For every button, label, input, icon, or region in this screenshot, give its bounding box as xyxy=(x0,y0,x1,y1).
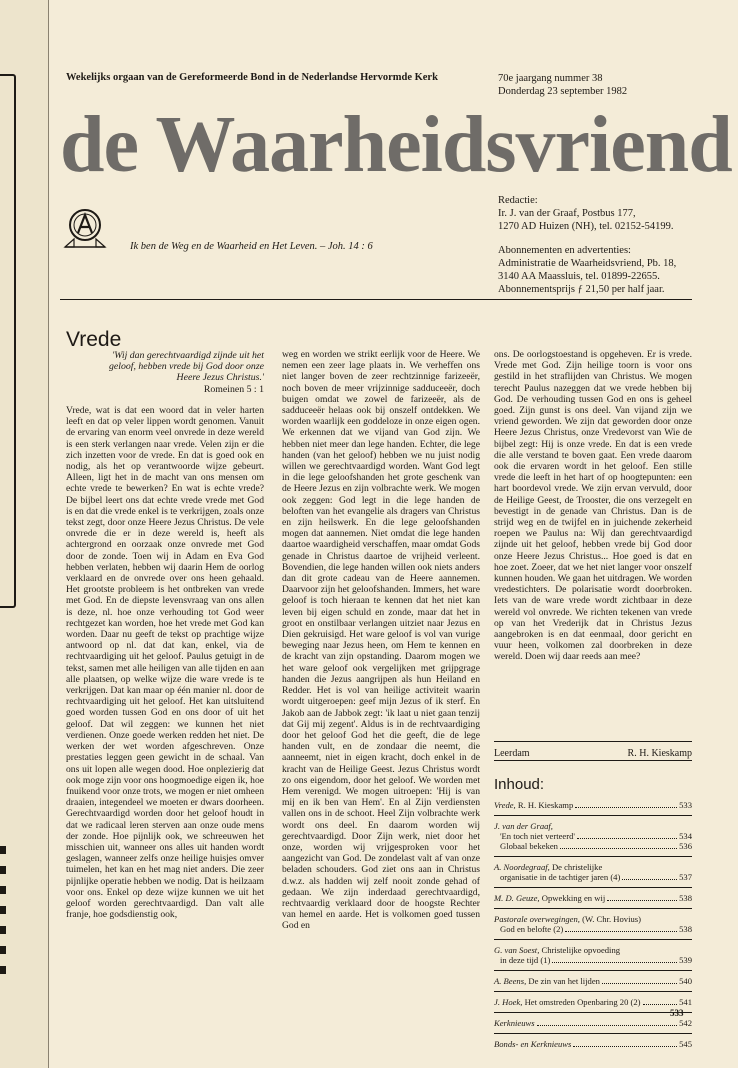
toc-page: 538 xyxy=(679,893,692,903)
toc-page: 536 xyxy=(679,841,692,851)
binding-mark xyxy=(0,926,6,934)
binding-mark xyxy=(0,846,6,854)
abonnementen-contact: 3140 AA Maassluis, tel. 01899-22655. xyxy=(498,271,660,282)
signature-place: Leerdam xyxy=(494,748,530,759)
redactie-address: Ir. J. van der Graaf, Postbus 177, xyxy=(498,208,636,219)
masthead-title: de Waarheidsvriend xyxy=(60,101,732,189)
toc-entry[interactable] xyxy=(494,1033,692,1054)
masthead-organ: Wekelijks orgaan van de Gereformeerde Bond in de Nederlandse Hervormde Kerk xyxy=(66,72,438,83)
toc-entry[interactable] xyxy=(494,856,692,887)
abonnementen-address: Administratie de Waarheidsvriend, Pb. 18, xyxy=(498,258,677,269)
signature-name: R. H. Kieskamp xyxy=(627,748,692,759)
toc-title: 'En toch niet verteerd' xyxy=(500,831,575,841)
article-heading: Vrede xyxy=(66,328,122,351)
article-column-3: ons. De oorlogstoestand is opgeheven. Er is vrede. Vrede met God. Zijn heilige toorn is voor ons gestild in het straflijden van Christus. We mogen terecht Paulus nazeggen dat we vrede hebben bij God. De verhouding tussen God en ons is geheel goed. Zijn gunst is ons deel. Van vijand zijn we vriend geworden. We zijn dat geworden door onze Heere Jezus Christus, onze Vredevorst van Wie de bijbel zegt: Hij is onze vrede. En dat is een vrede die alle verstand te boven gaat. Een vrede daarom ook die ervaren wordt in het geloof. Een stille vrede die leeft in het hart of op hoogtepunten: een hart boordevol vrede. We zijn ervan vervuld, door de Heilige Geest, de Trooster, die ons verzegelt en bevestigt in de genade van Christus. Dan is de strijd weg en de twijfel en in juichende zekerheid roepen we Paulus na: Wij dan gerechtvaardigd zijnde uit het geloof, hebben vrede bij God door onze Heere Jezus Christus... Hoe goed is dat en hoe zoet. Zoeer, dat we het niet langer voor onszelf kunnen houden. We gaan het uitdragen. We worden vredestichters. De polarisatie wordt doorbroken. Iets van de ware vrede wordt zichtbaar in deze wereld vol onvrede. We richten tekenen van vrede op van het Vrederijk dat in Christus Jezus aangebroken is en dat eenmaal, door gericht en vuur heen, volkomen zal doorbreken in deze wereld. Doen wij daar reeds aan mee? xyxy=(494,349,692,663)
toc-title: R. H. Kieskamp xyxy=(517,800,574,810)
page-number: 533 xyxy=(670,1008,684,1018)
toc-title: (W. Chr. Hovius) xyxy=(582,914,641,924)
signature-rule xyxy=(494,760,692,761)
toc-page: 542 xyxy=(679,1018,692,1028)
toc-page: 533 xyxy=(679,800,692,810)
toc-page: 541 xyxy=(679,997,692,1007)
toc-title: Het omstreden Openbaring 20 (2) xyxy=(524,997,641,1007)
toc-title: organisatie in de tachtiger jaren (4) xyxy=(500,872,621,882)
binding-mark xyxy=(0,966,6,974)
toc-entry[interactable] xyxy=(494,795,692,815)
contents-heading: Inhoud: xyxy=(494,776,545,793)
toc-title: Globaal bekeken xyxy=(500,841,558,851)
toc-author: A. Noordegraaf, xyxy=(494,862,550,872)
binding-mark xyxy=(0,886,6,894)
toc-author: G. van Soest, xyxy=(494,945,540,955)
toc-page: 540 xyxy=(679,976,692,986)
binding-bracket xyxy=(0,74,16,608)
toc-entry[interactable] xyxy=(494,970,692,991)
article-column-2: weg en worden we strikt eerlijk voor de Heere. We nemen een zeer lage plaats in. We verheffen ons niet langer boven de zeer rechtzinnige farizeeër, noch boven de meer vrijzinnige sadduceeër, doch buigen omdat we zowel de farizeeër, als de sadduceeër helaas ook bij onszelf ontdekken. We worden waarlijk een goddeloze in onze eigen ogen. We erkennen dat we vijand van God zijn. We hebben niet meer dan lege handen. Echter, die lege handen (van het geloof) hebben we nu juist nodig willen we gerechtvaardigd worden. Want God legt in die lege geloofshanden het grote geschenk van de Heere Jezus en zijn volbrachte werk. We mogen ook zeggen: God legt in die lege handen de beloften van het evangelie als dragers van Christus en zijn heilswerk. En die lege geloofshanden mogen dat aannemen. Niet omdat die lege handen daartoe waardigheid verschaffen, maar omdat Gods genade in Christus daartoe de vrijheid verleent. Bovendien, die lege handen willen ook niets anders dan dit grote cadeau van de Heere aannemen. Daarvoor zijn het geloofshanden. Immers, het ware geloof is toch hieraan te kennen dat het niet kan leven bij eigen schuld en zonde, maar dat het in groot en onstilbaar verlangen uitziet naar Jezus en Dien gekruisigd. Het ware geloof is vol van vurige beweging naar Jezus heen, om Hem te kennen en de kracht van zijn opstanding. Daarom mogen we het ware geloof ook vergelijken met grijpgrage handen die Jezus aangrijpen als hun Heiland en Redder. Het is vol van heilige activiteit waarin wordt uitgeroepen: geef mijn Jezus of ik sterf. En Jakob aan de Jabbok zegt: 'ik laat u niet gaan tenzij dat Gij mij zegent'. Aldus is in de rechtvaardiging door het geloof God het die geeft, die de lege handen vult, en de zondaar die neemt, die aanneemt, niet in eigen kracht, doch enkel in de kracht van de Heilige Geest. Jezus Christus wordt zo ons eigendom, door het geloof. We worden met Hem verenigd. We mogen uitroepen: 'Hij is van mij en ik ben van Hem'. En al Zijn verdiensten vallen ons in de schoot. Heel Zijn volbrachte werk wordt ons deel. En daarom worden wij gerechtvaardigd. Door Zijn werk, niet door het onze, worden wij vrijgesproken voor het aangezicht van God. De zondelast valt af van onze beladen schouders. God ziet ons aan in Christus d.w.z. als hadden wij zelf nooit zonde gehad of gedaan. We zijn inderdaad gerechtvaardigd, rechtvaardig verklaard door de hoogste Rechter van hemel en aarde. Het is volkomen goed tussen God en xyxy=(282,349,481,932)
abonnementen-price: Abonnementsprijs ƒ 21,50 per half jaar. xyxy=(498,284,665,295)
article-column-1: Vrede, wat is dat een woord dat in veler harten leeft en dat op veler lippen wordt genomen. Vanuit de ervaring van enorm veel onvrede in deze wereld is een sterk verlangen naar vrede. Velen zijn er die zich inzetten voor de vrede. En dat is goed ook en nodig, als het op verantwoorde wijze gebeurt. Alleen, ligt het in de macht van ons mensen om echte vrede te bewerken? En wat is echte vrede? De bijbel leert ons dat echte vrede vrede met God is en dat die vrede enkel is te verkrijgen, zoals onze tekst zegt, door onze Heere Jezus Christus. De vele onvrede die er in deze wereld is, heeft als achtergrond en oorzaak onze onvrede met God door de zonde. Toen wij in Adam en Eva God hebben verlaten, hebben wij daarin Hem de oorlog verklaard en de onvrede over ons heen gehaald. Het grootste probleem is het ontbreken van vrede met God. En de diepste levensvraag van ons allen is deze, nl. hoe onze verhouding tot God weer rechtgezet kan worden, hoe het vrede met God kan worden. Daar nu geeft de tekst op prachtige wijze antwoord op nl. dat dat kan, enkel, via de rechtvaardiging uit het geloof. Paulus getuigt in de tekst, samen met alle heiligen van alle tijden en aan alle plaatsen, op welke wijze die ware vrede is te verkrijgen. Dat kan maar op één manier nl. door de rechtvaardiging uit het geloof. Het kan uitsluitend goed worden tussen God en ons door of uit het geloof. Dat wil zeggen: we kunnen het niet verdienen. Onze goede werken redden het niet. De werken der wet worden afgeschreven. Onze prestaties leggen geen gewicht in de schaal. Van ons uit lopen alle wegen dood. Hoe onplezierig dat ook moge zijn voor ons hoogmoedige eigen ik, hoe fnuikend voor onze trots, we mogen er niet omheen draaien, integendeel we moeten er dwars doorheen. Gerechtvaardigd worden door het geloof houdt in dat we radicaal leren sterven aan onze oude mens der zonde. Hoe pijnlijk ook, we schreeuwen het misschien uit, wanneer ons alles uit handen wordt geslagen, wanneer zelfs onze heilige huisjes omver tuimelen, het kan en het mag niet anders. Die zeer pijnlijke operatie hebben we nodig. Dat is heilzaam voor ons. Enkel op deze wijze kunnen we uit het geloof worden gerechtvaardigd. Dan valt alle franje, hoe godsdienstig ook, xyxy=(66,405,264,921)
header-rule xyxy=(60,299,692,300)
table-of-contents xyxy=(494,795,692,1054)
toc-entry[interactable] xyxy=(494,908,692,939)
toc-title: De christelijke xyxy=(551,862,603,872)
abonnementen-label: Abonnementen en advertenties: xyxy=(498,245,631,256)
toc-author: M. D. Geuze, xyxy=(494,893,540,903)
article-epigraph xyxy=(106,350,264,395)
toc-entry[interactable] xyxy=(494,939,692,970)
issue-date: Donderdag 23 september 1982 xyxy=(498,86,628,97)
toc-author: A. Beens, xyxy=(494,976,527,986)
toc-entry[interactable] xyxy=(494,991,692,1012)
epigraph-source: Romeinen 5 : 1 xyxy=(203,383,264,395)
toc-page: 545 xyxy=(679,1039,692,1049)
toc-title: Opwekking en wij xyxy=(541,893,606,903)
masthead-motto: Ik ben de Weg en de Waarheid en Het Leven. – Joh. 14 : 6 xyxy=(130,241,373,252)
article-signature xyxy=(494,741,692,759)
toc-entry[interactable] xyxy=(494,815,692,856)
toc-page: 539 xyxy=(679,955,692,965)
toc-page: 538 xyxy=(679,924,692,934)
epigraph-text: 'Wij dan gerechtvaardigd zijnde uit het geloof, hebben vrede bij God door onze Heere Jezus Christus.' xyxy=(109,350,264,384)
issue-number: 70e jaargang nummer 38 xyxy=(498,73,603,84)
toc-title: in deze tijd (1) xyxy=(500,955,551,965)
toc-entry[interactable] xyxy=(494,887,692,908)
redactie-contact: 1270 AD Huizen (NH), tel. 02152-54199. xyxy=(498,221,674,232)
toc-author: Pastorale overwegingen, xyxy=(494,914,580,924)
toc-entry[interactable] xyxy=(494,1012,692,1033)
toc-title: De zin van het lijden xyxy=(528,976,600,986)
logo-emblem-icon xyxy=(62,205,108,251)
binding-mark xyxy=(0,906,6,914)
issue-info xyxy=(498,72,627,98)
binding-mark xyxy=(0,946,6,954)
abonnementen-block xyxy=(498,244,676,296)
toc-title: God en belofte (2) xyxy=(500,924,564,934)
redactie-label: Redactie: xyxy=(498,195,538,206)
toc-author: Kerknieuws xyxy=(494,1018,535,1028)
toc-page: 534 xyxy=(679,831,692,841)
binding-mark xyxy=(0,866,6,874)
redactie-block xyxy=(498,194,674,233)
toc-author: Bonds- en Kerknieuws xyxy=(494,1039,572,1049)
toc-page: 537 xyxy=(679,872,692,882)
toc-author: J. van der Graaf, xyxy=(494,821,553,831)
toc-author: J. Hoek, xyxy=(494,997,523,1007)
toc-author: Vrede, xyxy=(494,800,516,810)
toc-title: Christelijke opvoeding xyxy=(541,945,621,955)
